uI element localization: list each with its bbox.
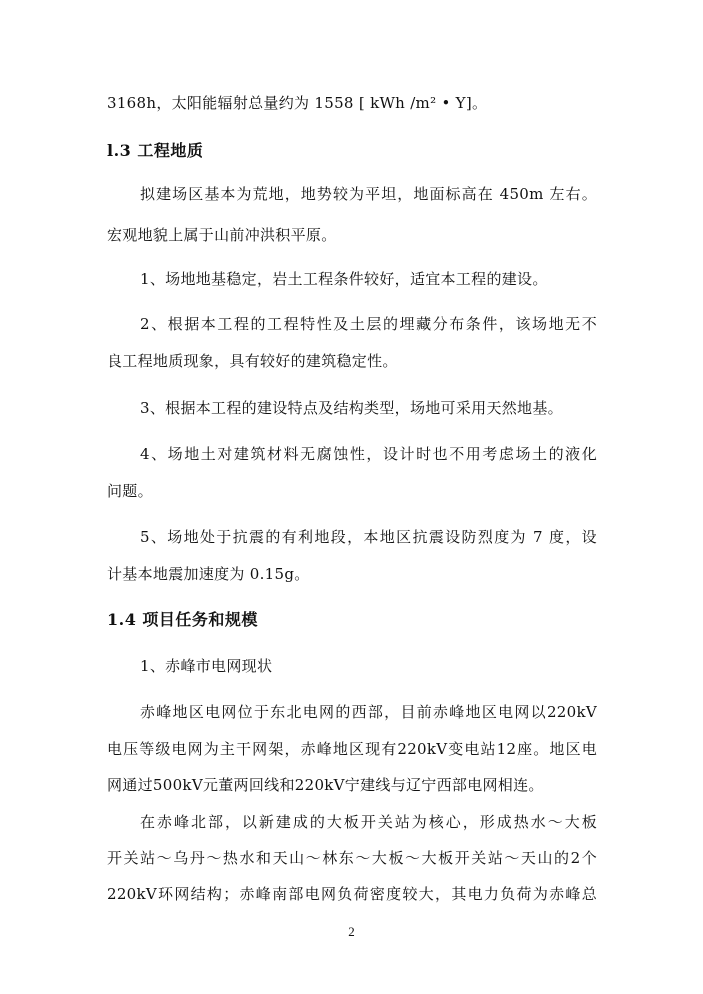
body-text-line: 3168h，太阳能辐射总量约为 1558 [ kWh /m² • Y]。: [107, 94, 488, 112]
list-item-text: 1、赤峰市电网现状: [140, 657, 273, 675]
body-text-line: 网通过500kV元董两回线和220kV宁建线与辽宁西部电网相连。: [107, 776, 544, 794]
section-heading: l.3 工程地质: [107, 141, 204, 160]
body-text-line: 良工程地质现象，具有较好的建筑稳定性。: [107, 352, 398, 370]
body-text-line: 电压等级电网为主干网架，赤峰地区现有220kV变电站12座。地区电: [107, 740, 597, 758]
section-heading: 1.4 项目任务和规模: [107, 610, 258, 629]
list-item-text: 3、根据本工程的建设特点及结构类型，场地可采用天然地基。: [140, 399, 563, 417]
body-text-line: 赤峰地区电网位于东北电网的西部，目前赤峰地区电网以220kV: [140, 703, 597, 721]
list-item-text: 5、场地处于抗震的有利地段，本地区抗震设防烈度为 7 度，设: [140, 528, 597, 546]
list-item-text: 1、场地地基稳定，岩土工程条件较好，适宜本工程的建设。: [140, 270, 548, 288]
body-text-line: 在赤峰北部，以新建成的大板开关站为核心，形成热水～大板: [140, 813, 597, 831]
body-text-line: 宏观地貌上属于山前冲洪积平原。: [107, 226, 337, 244]
list-item-text: 2、根据本工程的工程特性及土层的埋藏分布条件，该场地无不: [140, 315, 597, 333]
list-item-text: 4、场地土对建筑材料无腐蚀性，设计时也不用考虑场土的液化: [140, 445, 597, 463]
body-text-line: 问题。: [107, 482, 153, 500]
body-text-line: 拟建场区基本为荒地，地势较为平坦，地面标高在 450m 左右。: [140, 185, 597, 203]
body-text-line: 开关站～乌丹～热水和天山～林东～大板～大板开关站～天山的2个: [107, 849, 597, 867]
page-number: 2: [348, 924, 355, 939]
body-text-line: 220kV环网结构；赤峰南部电网负荷密度较大，其电力负荷为赤峰总: [107, 885, 597, 903]
body-text-line: 计基本地震加速度为 0.15g。: [107, 565, 310, 583]
